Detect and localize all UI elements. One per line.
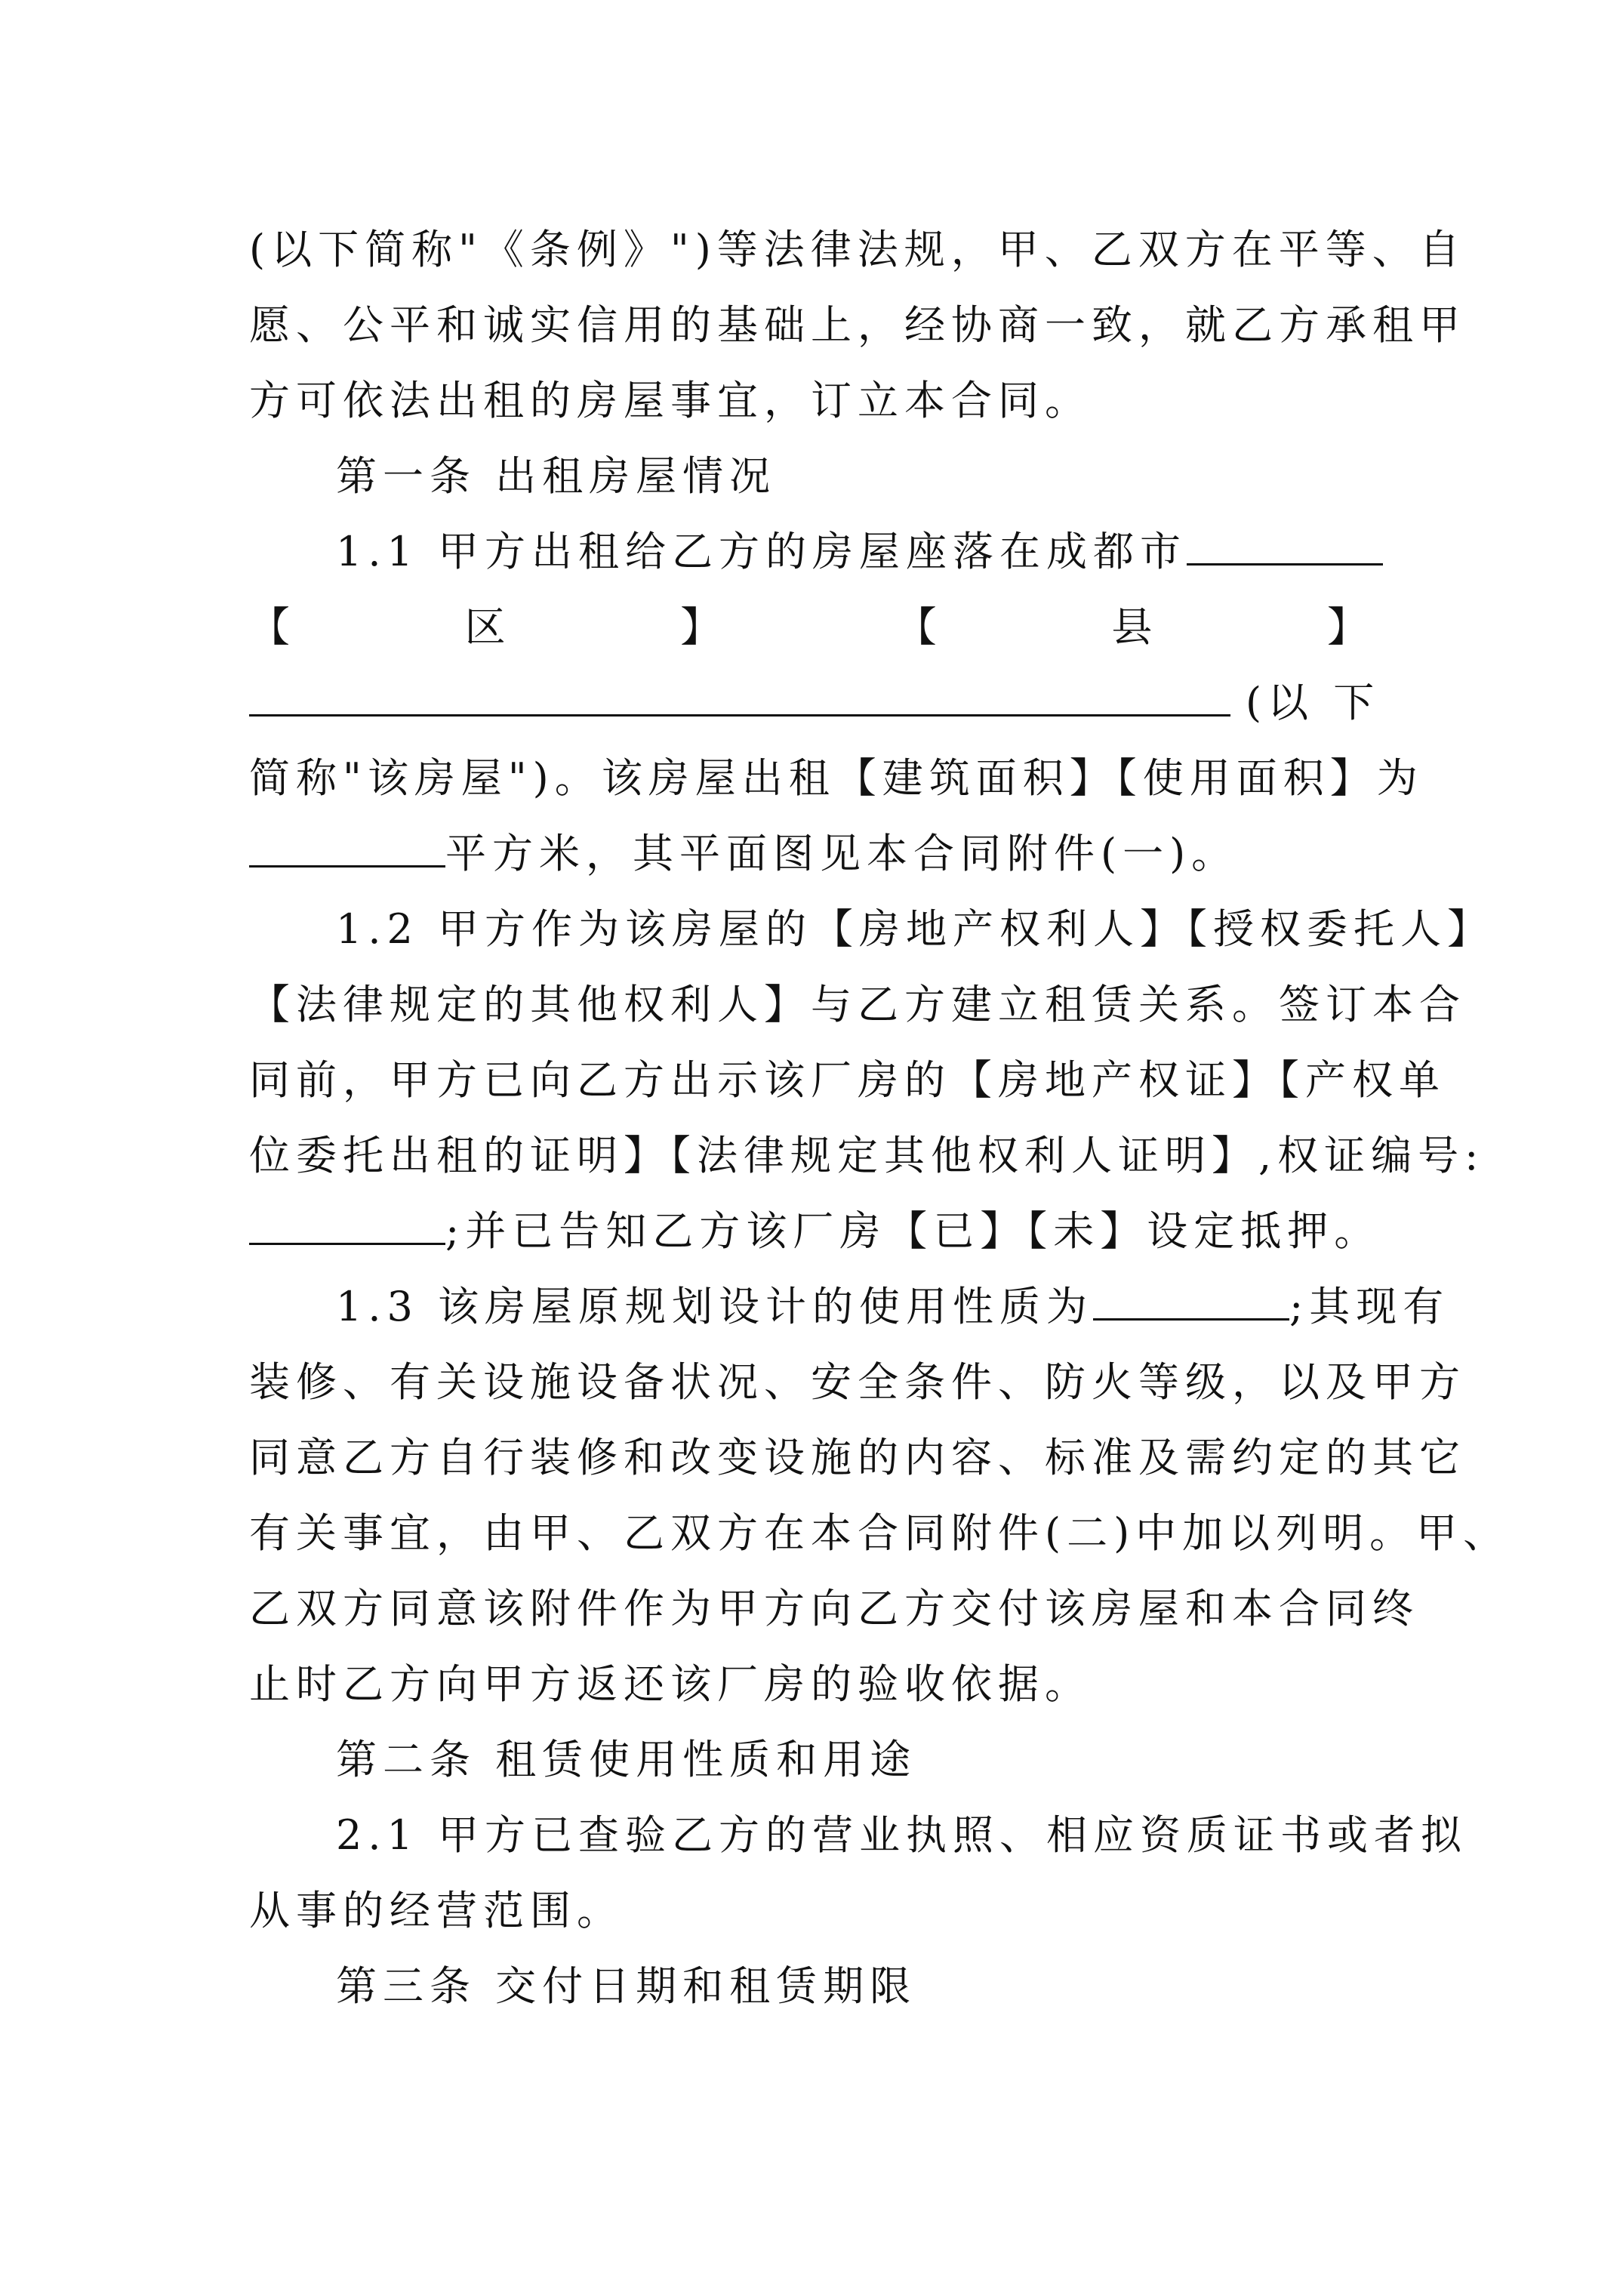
clause-1-1 (336, 510, 1468, 593)
text-segment: ;其现有 (1289, 1283, 1450, 1330)
text-line: 从事的经营范围。 (249, 1887, 624, 1934)
text-line: 位委托出租的证明】【法律规定其他权利人证明】,权证编号: (249, 1132, 1485, 1179)
fill-blank (249, 1196, 445, 1245)
bracket-close: 】 (680, 603, 728, 651)
section-heading: 第二条 租赁使用性质和用途 (336, 1736, 917, 1783)
address-blank-line (249, 661, 1381, 744)
text-segment: (以 下 (1246, 679, 1381, 726)
area-line (249, 812, 1381, 895)
text-line: 止时乙方向甲方返还该厂房的验收依据。 (249, 1660, 1092, 1708)
text-segment: 1.1 甲方出租给乙方的房屋座落在成都市 (336, 528, 1187, 575)
text-line: 方可依法出租的房屋事宜，订立本合同。 (249, 377, 1092, 424)
bracket-open: 【 (895, 603, 943, 651)
text-line: 装修、有关设施设备状况、安全条件、防火等级，以及甲方 (249, 1358, 1466, 1406)
district-label: 区 (464, 603, 512, 651)
district-county-line (249, 586, 1381, 669)
clause-1-2: 1.2 甲方作为该房屋的【房地产权利人】【授权委托人】 (336, 905, 1495, 953)
clause-2-1: 2.1 甲方已查验乙方的营业执照、相应资质证书或者拟 (336, 1811, 1468, 1859)
section-heading: 第三条 交付日期和租赁期限 (336, 1962, 917, 2010)
clause-1-3 (336, 1265, 1468, 1348)
fill-blank (249, 818, 445, 868)
fill-blank (249, 667, 1230, 717)
bracket-open: 【 (249, 603, 296, 651)
text-line: 乙双方同意该附件作为甲方向乙方交付该房屋和本合同终 (249, 1585, 1419, 1632)
text-segment: ;并已告知乙方该厂房【已】【未】设定抵押。 (445, 1207, 1381, 1255)
text-line: 愿、公平和诚实信用的基础上，经协商一致，就乙方承租甲 (249, 301, 1466, 349)
county-label: 县 (1111, 603, 1159, 651)
text-line: 有关事宜，由甲、乙双方在本合同附件(二)中加以列明。甲、 (249, 1509, 1511, 1557)
text-line: 简称"该房屋")。该房屋出租【建筑面积】【使用面积】为 (249, 754, 1424, 802)
fill-blank (1187, 516, 1383, 566)
text-segment: 平方米，其平面图见本合同附件(一)。 (445, 830, 1239, 877)
certificate-line (249, 1190, 1381, 1273)
text-segment: 1.3 该房屋原规划设计的使用性质为 (336, 1283, 1094, 1330)
text-line: (以下简称"《条例》")等法律法规，甲、乙双方在平等、自 (249, 226, 1466, 273)
fill-blank (1093, 1271, 1289, 1321)
text-line: 【法律规定的其他权利人】与乙方建立租赁关系。签订本合 (249, 981, 1466, 1028)
section-heading: 第一条 出租房屋情况 (336, 452, 777, 500)
text-line: 同前，甲方已向乙方出示该厂房的【房地产权证】【产权单 (249, 1056, 1446, 1104)
bracket-close: 】 (1326, 603, 1374, 651)
text-line: 同意乙方自行装修和改变设施的内容、标准及需约定的其它 (249, 1434, 1466, 1481)
